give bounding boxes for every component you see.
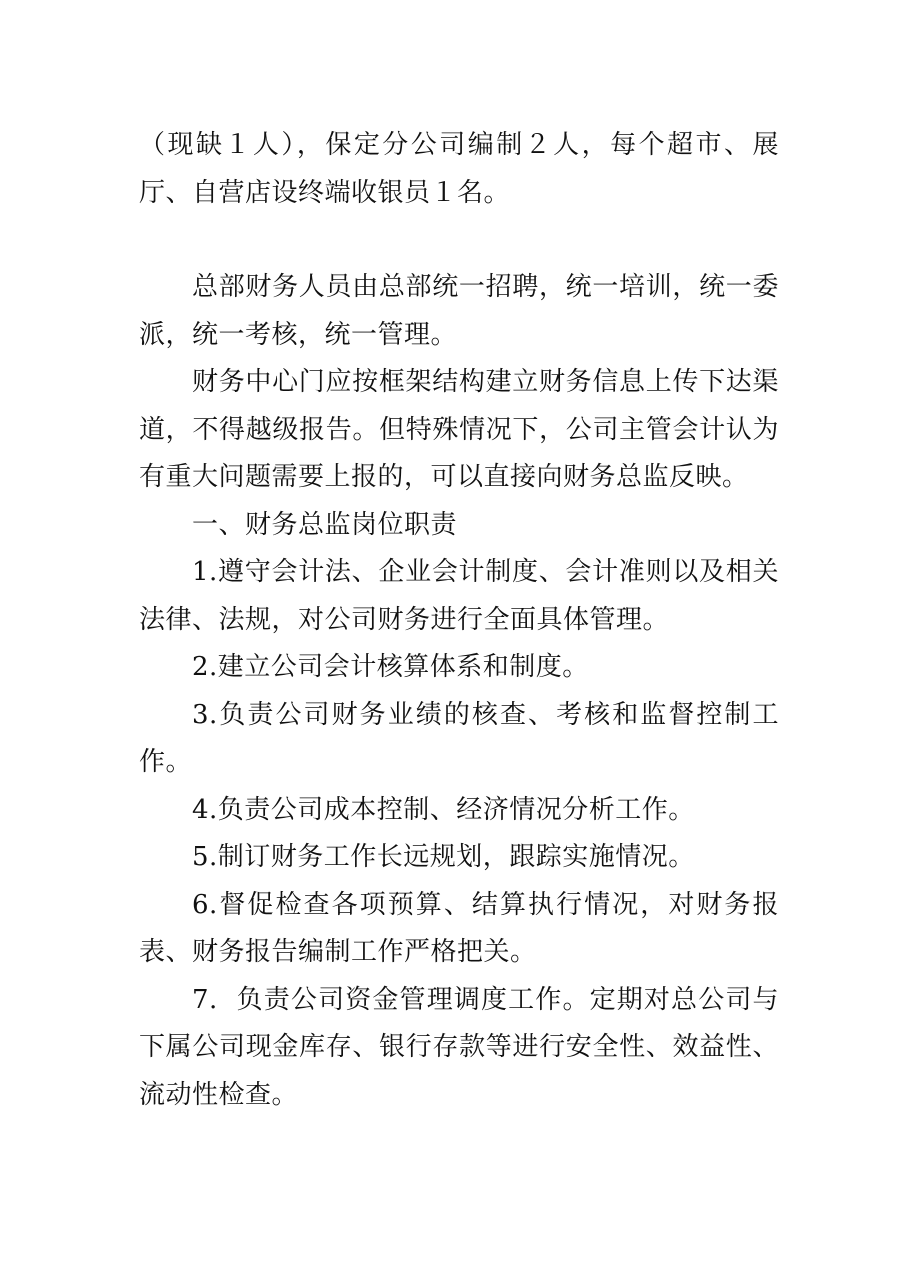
duty-item-5: 5.制订财务工作长远规划，跟踪实施情况。	[192, 842, 695, 872]
paragraph-reporting-channel: 财务中心门应按框架结构建立财务信息上传下达渠道，不得越级报告。但特殊情况下，公司主管会计认为有重大问题需要上报的，可以直接向财务总监反映。	[139, 367, 779, 492]
duty-item-3: 3.负责公司财务业绩的核查、考核和监督控制工作。	[139, 699, 779, 777]
duty-item-6: 6.督促检查各项预算、结算执行情况，对财务报表、财务报告编制工作严格把关。	[139, 889, 779, 967]
paragraph-hq-staff: 总部财务人员由总部统一招聘，统一培训，统一委派，统一考核，统一管理。	[139, 272, 779, 350]
section-heading-cfo-duties: 一、财务总监岗位职责	[192, 509, 458, 540]
duty-item-7: 7. 负责公司资金管理调度工作。定期对总公司与下属公司现金库存、银行存款等进行安全性、效益性、流动性检查。	[139, 984, 779, 1110]
document-body	[139, 122, 779, 1119]
paragraph-staffing-continued: （现缺１人），保定分公司编制２人，每个超市、展厅、自营店设终端收银员１名。	[139, 130, 779, 208]
duty-item-4: 4.负责公司成本控制、经济情况分析工作。	[192, 794, 695, 825]
duty-item-1: 1.遵守会计法、企业会计制度、会计准则以及相关法律、法规，对公司财务进行全面具体管理。	[139, 557, 779, 635]
duty-item-2: 2.建立公司会计核算体系和制度。	[192, 652, 589, 682]
